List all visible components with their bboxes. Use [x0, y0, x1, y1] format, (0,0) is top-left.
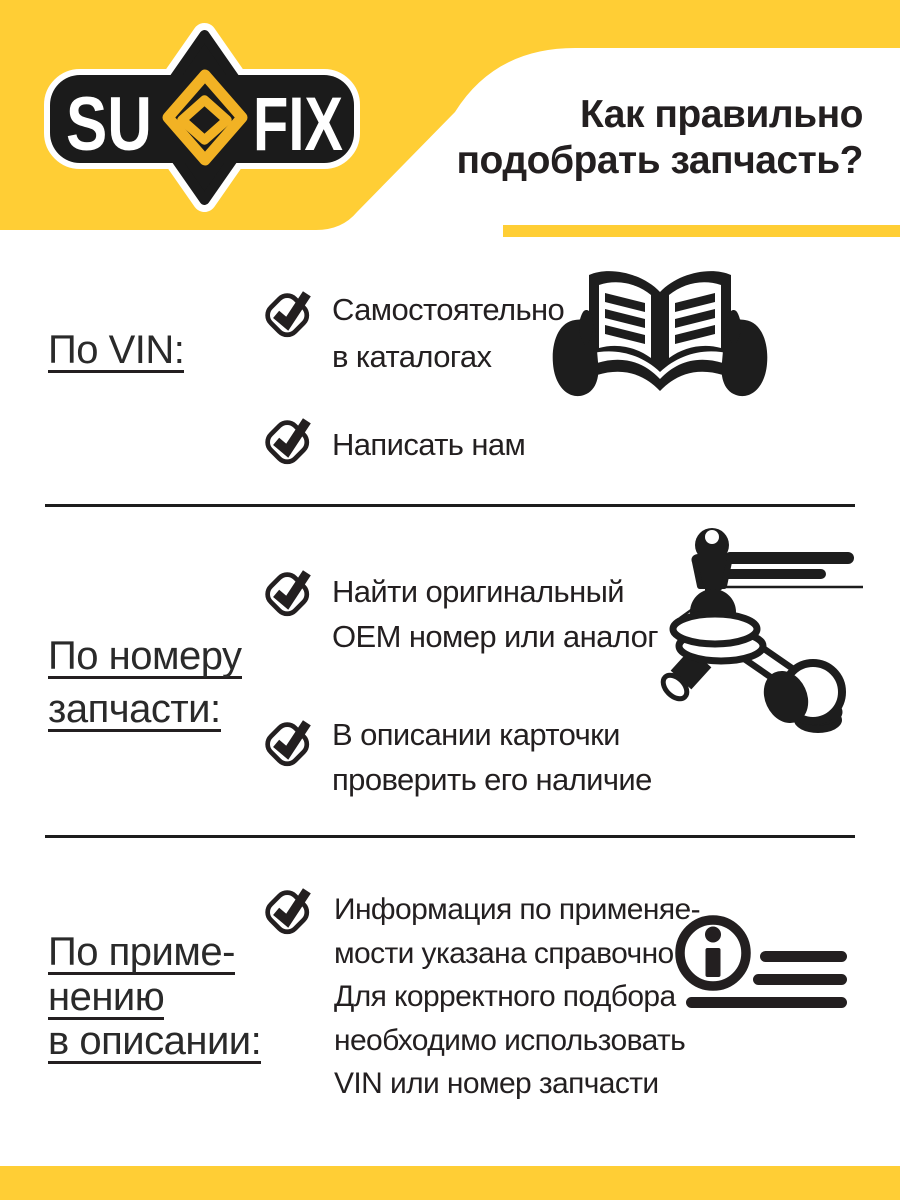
footer-band [0, 1166, 900, 1200]
checkbox-check-icon [264, 414, 319, 467]
list-item [332, 421, 525, 468]
checkbox-check-icon [264, 287, 319, 340]
page-title [457, 92, 864, 184]
list-item [334, 888, 700, 1106]
left-hand [553, 310, 599, 396]
sufix-logo [30, 18, 375, 218]
info-icon [665, 905, 860, 1015]
item-line: проверить его наличие [332, 762, 652, 797]
heading-line: запчасти: [48, 686, 221, 731]
checkbox-check-icon [264, 566, 319, 619]
title-accent-bar [503, 225, 900, 237]
item-line: Написать нам [332, 427, 526, 462]
list-item [332, 286, 564, 380]
item-line: необходимо использовать [334, 1023, 686, 1057]
book-in-hands-icon [545, 262, 775, 407]
heading-line: По VIN: [48, 328, 185, 372]
section-application-heading [48, 932, 261, 1066]
speed-lines-icon [722, 552, 854, 579]
logo-text-right: FIX [253, 82, 344, 167]
heading-line: По приме- [48, 930, 235, 974]
checkbox-check-icon [264, 716, 319, 769]
stabilizer-link-icon [585, 500, 875, 740]
heading-line: По номеру [48, 634, 242, 678]
item-line: Для корректного подбора [334, 980, 676, 1013]
checkbox-check-icon [264, 884, 319, 937]
section-number-heading [48, 636, 242, 741]
heading-line: в описании: [48, 1019, 262, 1063]
section-divider [45, 835, 855, 838]
item-line: Найти оригинальный [332, 574, 625, 609]
logo-text-left: SU [66, 82, 152, 167]
right-hand [722, 310, 768, 396]
item-line: В описании карточки [332, 717, 620, 752]
page-title-line2: подобрать запчасть? [456, 139, 863, 182]
page-title-line1: Как правильно [580, 93, 863, 136]
section-vin-heading [48, 330, 184, 373]
item-line: мости указана справочно. [334, 936, 682, 970]
item-line: VIN или номер запчасти [334, 1067, 659, 1100]
item-line: Информация по применяе- [334, 893, 700, 926]
item-line: OEM номер или аналог [332, 619, 658, 654]
heading-line: нению [48, 974, 165, 1019]
item-line: Самостоятельно [332, 292, 565, 327]
item-line: в каталогах [332, 339, 492, 374]
